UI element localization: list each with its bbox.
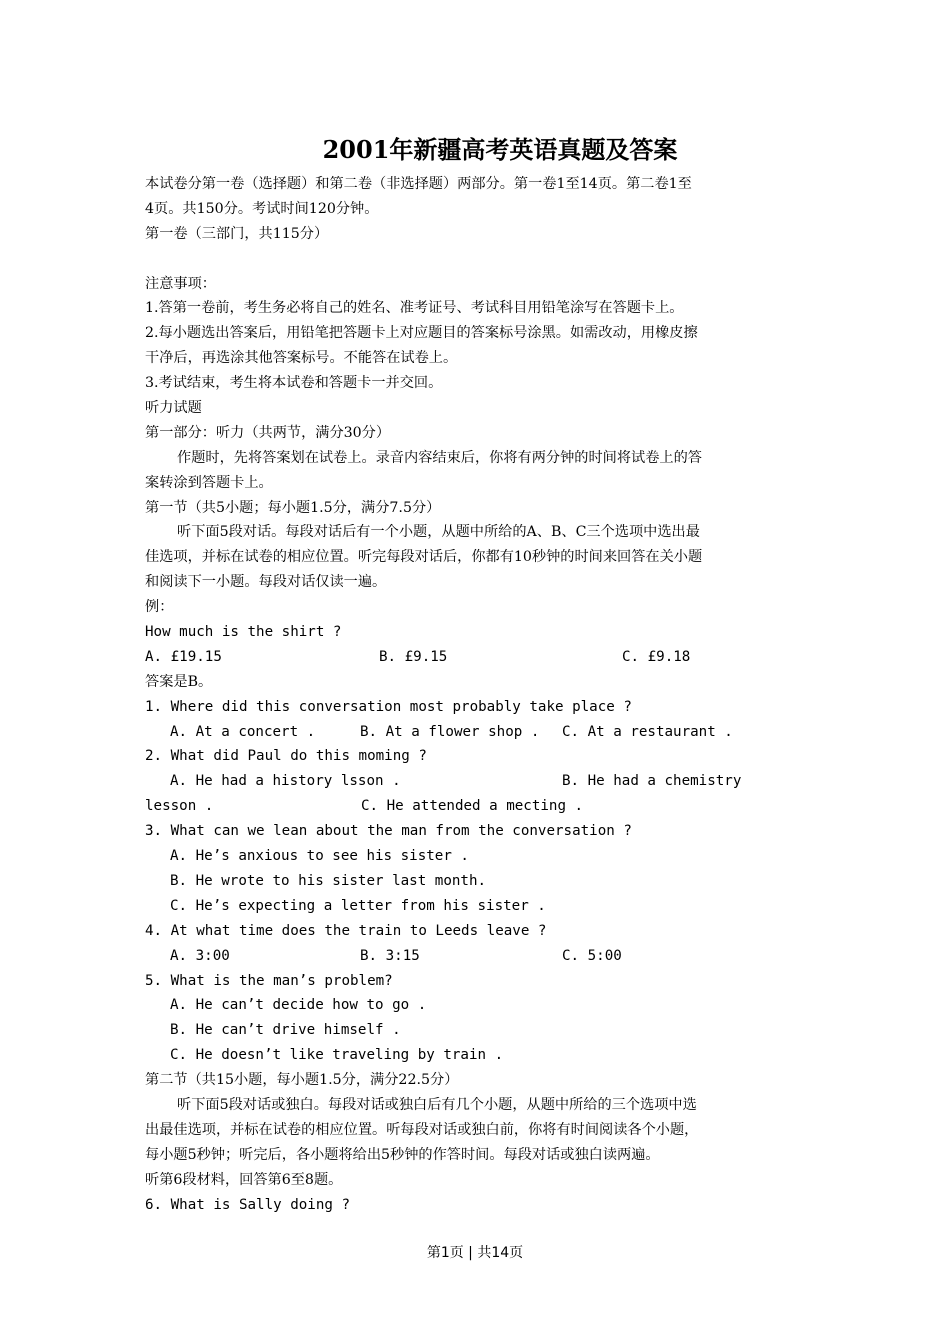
example-answer: 答案是B。	[145, 673, 213, 690]
option-b: B. £9.15	[379, 648, 448, 665]
option-c: C. At a restaurant .	[562, 723, 733, 740]
instruction-line: 作题时，先将答案划在试卷上。录音内容结束后，你将有两分钟的时间将试卷上的答	[177, 449, 702, 466]
option-b: B. He had a chemistry	[562, 773, 742, 790]
option-c: C. 5:00	[562, 947, 622, 964]
option-b: B. He can’t drive himself .	[170, 1022, 401, 1039]
section-heading: 第一节（共5小题；每小题1.5分，满分7.5分）	[145, 499, 441, 516]
question-2-options	[145, 769, 815, 794]
option-c: C. He attended a mecting .	[361, 798, 584, 815]
question-4-options	[145, 944, 815, 969]
question-1: 1. Where did this conversation most probably take place ?	[145, 698, 632, 715]
blank-line	[145, 247, 815, 272]
question-3: 3. What can we lean about the man from the conversation ?	[145, 823, 632, 840]
question-2-options-cont	[145, 794, 815, 819]
section-heading: 第二节（共15小题，每小题1.5分，满分22.5分）	[145, 1072, 459, 1089]
question-1-options	[145, 720, 815, 745]
option-a: A. He had a history lsson .	[170, 773, 401, 790]
example-question: How much is the shirt ?	[145, 624, 342, 641]
page-title: 2001年新疆高考英语真题及答案	[322, 135, 678, 164]
option-c: C. He’s expecting a letter from his sister .	[170, 897, 546, 914]
example-label: 例：	[145, 599, 174, 616]
intro-line: 第一卷（三部门，共115分）	[145, 225, 329, 242]
material-note: 听第6段材料，回答第6至8题。	[145, 1171, 343, 1188]
option-b: B. 3:15	[360, 947, 420, 964]
option-a: A. He can’t decide how to go .	[170, 997, 427, 1014]
question-5: 5. What is the man’s problem?	[145, 972, 393, 989]
question-6: 6. What is Sally doing ?	[145, 1196, 350, 1213]
instruction-line: 案转涂到答题卡上。	[145, 474, 273, 491]
option-b-cont: lesson .	[145, 798, 214, 815]
option-a: A. At a concert .	[170, 723, 316, 740]
instruction-line: 每小题5秒钟；听完后，各小题将给出5秒钟的作答时间。每段对话或独白读两遍。	[145, 1146, 660, 1163]
option-c: C. £9.18	[622, 648, 691, 665]
option-a: A. £19.15	[145, 648, 222, 665]
document-body	[145, 172, 815, 1217]
notice-item: 1.答第一卷前，考生务必将自己的姓名、准考证号、考试科目用铅笔涂写在答题卡上。	[145, 300, 684, 317]
option-a: A. 3:00	[170, 947, 230, 964]
intro-line: 本试卷分第一卷（选择题）和第二卷（非选择题）两部分。第一卷1至14页。第二卷1至	[145, 176, 692, 192]
instruction-line: 和阅读下一小题。每段对话仅读一遍。	[145, 574, 387, 591]
notice-item: 干净后，再选涂其他答案标号。不能答在试卷上。	[145, 350, 458, 367]
section-heading: 听力试题	[145, 400, 202, 417]
notice-item: 3.考试结束，考生将本试卷和答题卡一并交回。	[145, 375, 443, 392]
notice-heading: 注意事项：	[145, 275, 216, 292]
option-b: B. He wrote to his sister last month.	[170, 872, 487, 889]
instruction-line: 听下面5段对话或独白。每段对话或独白后有几个小题，从题中所给的三个选项中选	[177, 1096, 697, 1113]
intro-line: 4页。共150分。考试时间120分钟。	[145, 200, 379, 217]
page-footer: 第1页 | 共14页	[426, 1245, 524, 1261]
notice-item: 2.每小题选出答案后，用铅笔把答题卡上对应题目的答案标号涂黑。如需改动，用橡皮擦	[145, 325, 698, 342]
instruction-line: 听下面5段对话。每段对话后有一个小题，从题中所给的A、B、C三个选项中选出最	[177, 524, 700, 541]
option-a: A. He’s anxious to see his sister .	[170, 848, 469, 865]
instruction-line: 出最佳选项，并标在试卷的相应位置。听每段对话或独白前，你将有时间阅读各个小题，	[145, 1121, 699, 1138]
instruction-line: 佳选项，并标在试卷的相应位置。听完每段对话后，你都有10秒钟的时间来回答在关小题	[145, 549, 703, 566]
option-b: B. At a flower shop .	[360, 723, 540, 740]
part-heading: 第一部分：听力（共两节，满分30分）	[145, 424, 391, 441]
question-2: 2. What did Paul do this moming ?	[145, 748, 427, 765]
example-options	[145, 645, 815, 670]
question-4: 4. At what time does the train to Leeds leave ?	[145, 922, 547, 939]
option-c: C. He doesn’t like traveling by train .	[170, 1047, 504, 1064]
